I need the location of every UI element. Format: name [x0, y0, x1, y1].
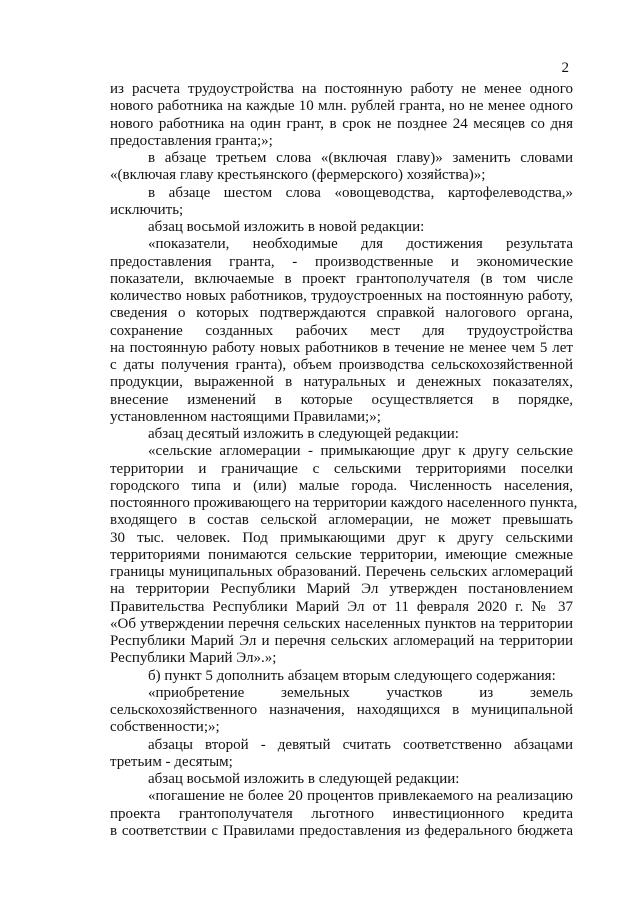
text-line: постоянного проживающего на территории каждого населенного пункта, [110, 495, 578, 511]
text-line: на территории Республики Марий Эл утвержден постановлением [110, 581, 573, 598]
document-body [110, 81, 578, 840]
text-line: Правительства Республики Марий Эл от 11 февраля 2020 г. № 37 [110, 598, 573, 615]
text-line: с даты получения гранта), объем производства сельскохозяйственной [110, 357, 573, 373]
text-line: в абзаце шестом слова «овощеводства, картофелеводства,» [148, 184, 573, 201]
text-line: предоставления гранта, - производственные и экономические [110, 253, 573, 270]
text-line: внесение изменений в которые осуществляется в порядке, [110, 391, 573, 408]
text-line: 30 тыс. человек. Под примыкающими друг к другу сельскими [110, 529, 573, 546]
text-line: «сельские агломерации - примыкающие друг к другу сельские [148, 443, 573, 460]
text-line: проекта грантополучателя льготного инвестиционного кредита [110, 805, 573, 822]
text-line: показатели, включаемые в проект грантополучателя (в том числе [110, 270, 573, 287]
page-number: 2 [561, 60, 569, 76]
text-line: установленном настоящими Правилами;»; [110, 408, 381, 425]
text-line: Республики Марий Эл».»; [110, 650, 277, 667]
text-line: третьим - десятым; [110, 753, 233, 770]
text-line: собственности;»; [110, 719, 220, 736]
text-line: «погашение не более 20 процентов привлекаемого на реализацию [148, 788, 573, 805]
text-line: городского типа и (или) малые города. Численность населения, [110, 477, 573, 494]
text-line: предоставления гранта;»; [110, 132, 273, 149]
text-line: входящего в состав сельской агломерации, не может превышать [110, 512, 573, 529]
text-line: сельскохозяйственного назначения, находящихся в муниципальной [110, 702, 573, 718]
text-line: «показатели, необходимые для достижения результата [148, 236, 573, 253]
text-line: сведения о которых подтверждаются справкой налогового органа, [110, 305, 573, 322]
text-line: б) пункт 5 дополнить абзацем вторым следующего содержания: [148, 667, 556, 684]
text-line: абзац восьмой изложить в новой редакции: [148, 219, 425, 235]
text-line: сохранение созданных рабочих мест для трудоустройства [110, 322, 573, 339]
text-line: «(включая главу крестьянского (фермерского) хозяйства)»; [110, 167, 486, 184]
text-line: исключить; [110, 201, 184, 218]
text-line: абзацы второй - девятый считать соответственно абзацами [148, 736, 573, 753]
text-line: в соответствии с Правилами предоставления из федерального бюджета [110, 822, 573, 839]
text-line: абзац восьмой изложить в следующей редакции: [148, 771, 460, 787]
text-line: количество новых работников, трудоустроенных на постоянную работу, [110, 288, 573, 304]
text-line: «Об утверждении перечня сельских населенных пунктов на территории [110, 615, 573, 632]
text-line: продукции, выраженной в натуральных и денежных показателях, [110, 374, 573, 391]
text-line: из расчета трудоустройства на постоянную работу не менее одного [110, 81, 573, 97]
text-line: границы муниципальных образований. Перечень сельских агломераций [110, 564, 573, 580]
text-line: территории и граничащие с сельскими территориями поселки [110, 460, 573, 477]
text-line: нового работника на каждые 10 млн. рублей гранта, но не менее одного [110, 98, 573, 115]
text-line: на постоянную работу новых работников в течение не менее чем 5 лет [110, 339, 573, 356]
text-line: территориями понимаются сельские территории, имеющие смежные [110, 546, 573, 563]
text-line: нового работника на один грант, в срок не позднее 24 месяцев со дня [110, 115, 573, 132]
text-line: «приобретение земельных участков из земель [148, 684, 573, 701]
text-line: абзац десятый изложить в следующей редакции: [148, 426, 459, 442]
text-line: в абзаце третьем слова «(включая главу)» заменить словами [148, 150, 573, 166]
text-line: Республики Марий Эл и перечня сельских агломераций на территории [110, 633, 573, 649]
